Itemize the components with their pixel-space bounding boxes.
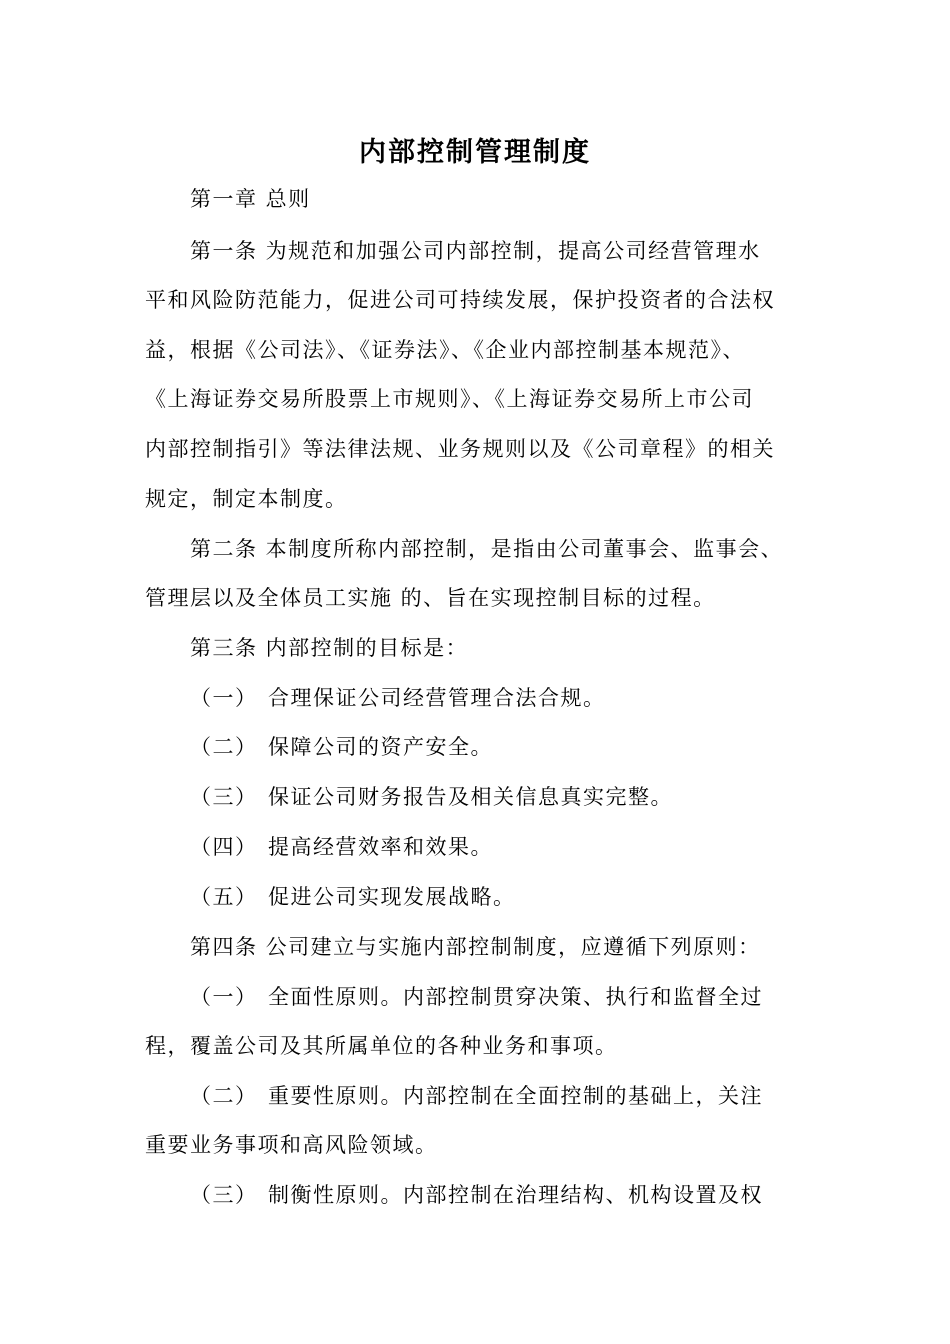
article-1-line-1: 第一条 为规范和加强公司内部控制，提高公司经营管理水	[190, 239, 761, 263]
list-item-number: （三）	[190, 1183, 258, 1207]
list-item-number: （四）	[190, 835, 258, 859]
article-2-line-1: 第二条 本制度所称内部控制，是指由公司董事会、监事会、	[190, 537, 784, 561]
list-item	[190, 683, 606, 713]
list-item-text: 制衡性原则。内部控制在治理结构、机构设置及权	[268, 1183, 763, 1207]
list-item-number: （二）	[190, 1084, 258, 1108]
list-item-text: 提高经营效率和效果。	[268, 835, 493, 859]
list-item-text: 合理保证公司经营管理合法合规。	[268, 686, 606, 710]
list-item-text: 全面性原则。内部控制贯穿决策、执行和监督全过	[268, 985, 763, 1009]
list-item-text: 重要性原则。内部控制在全面控制的基础上，关注	[268, 1084, 763, 1108]
list-item-text: 保障公司的资产安全。	[268, 735, 493, 759]
list-item-number: （三）	[190, 785, 258, 809]
list-item	[190, 782, 673, 812]
chapter-heading: 第一章 总则	[190, 187, 311, 211]
list-item	[190, 1081, 763, 1111]
list-item-number: （二）	[190, 735, 258, 759]
article-4-line-1: 第四条 公司建立与实施内部控制制度，应遵循下列原则：	[190, 935, 761, 959]
list-item	[190, 982, 763, 1012]
article-1-line-3: 益，根据《公司法》、《证券法》、《企业内部控制基本规范》、	[145, 338, 745, 362]
document-title: 内部控制管理制度	[359, 137, 591, 168]
article-1-line-5: 内部控制指引》等法律法规、业务规则以及《公司章程》的相关	[145, 437, 775, 461]
list-item	[190, 882, 516, 912]
list-item-text: 保证公司财务报告及相关信息真实完整。	[268, 785, 673, 809]
list-item-text: 促进公司实现发展战略。	[268, 885, 516, 909]
principle-2-line-2: 重要业务事项和高风险领域。	[145, 1133, 438, 1157]
article-1-line-2: 平和风险防范能力，促进公司可持续发展，保护投资者的合法权	[145, 288, 775, 312]
article-1-line-4: 《上海证券交易所股票上市规则》、《上海证券交易所上市公司	[145, 387, 754, 411]
principle-1-line-2: 程，覆盖公司及其所属单位的各种业务和事项。	[145, 1034, 618, 1058]
list-item	[190, 732, 493, 762]
list-item	[190, 832, 493, 862]
article-2-line-2: 管理层以及全体员工实施 的、旨在实现控制目标的过程。	[145, 586, 716, 610]
list-item-number: （五）	[190, 885, 258, 909]
list-item-number: （一）	[190, 985, 258, 1009]
list-item-number: （一）	[190, 686, 258, 710]
list-item	[190, 1180, 763, 1210]
article-3-line-1: 第三条 内部控制的目标是：	[190, 636, 469, 660]
article-1-line-6: 规定，制定本制度。	[145, 487, 348, 511]
